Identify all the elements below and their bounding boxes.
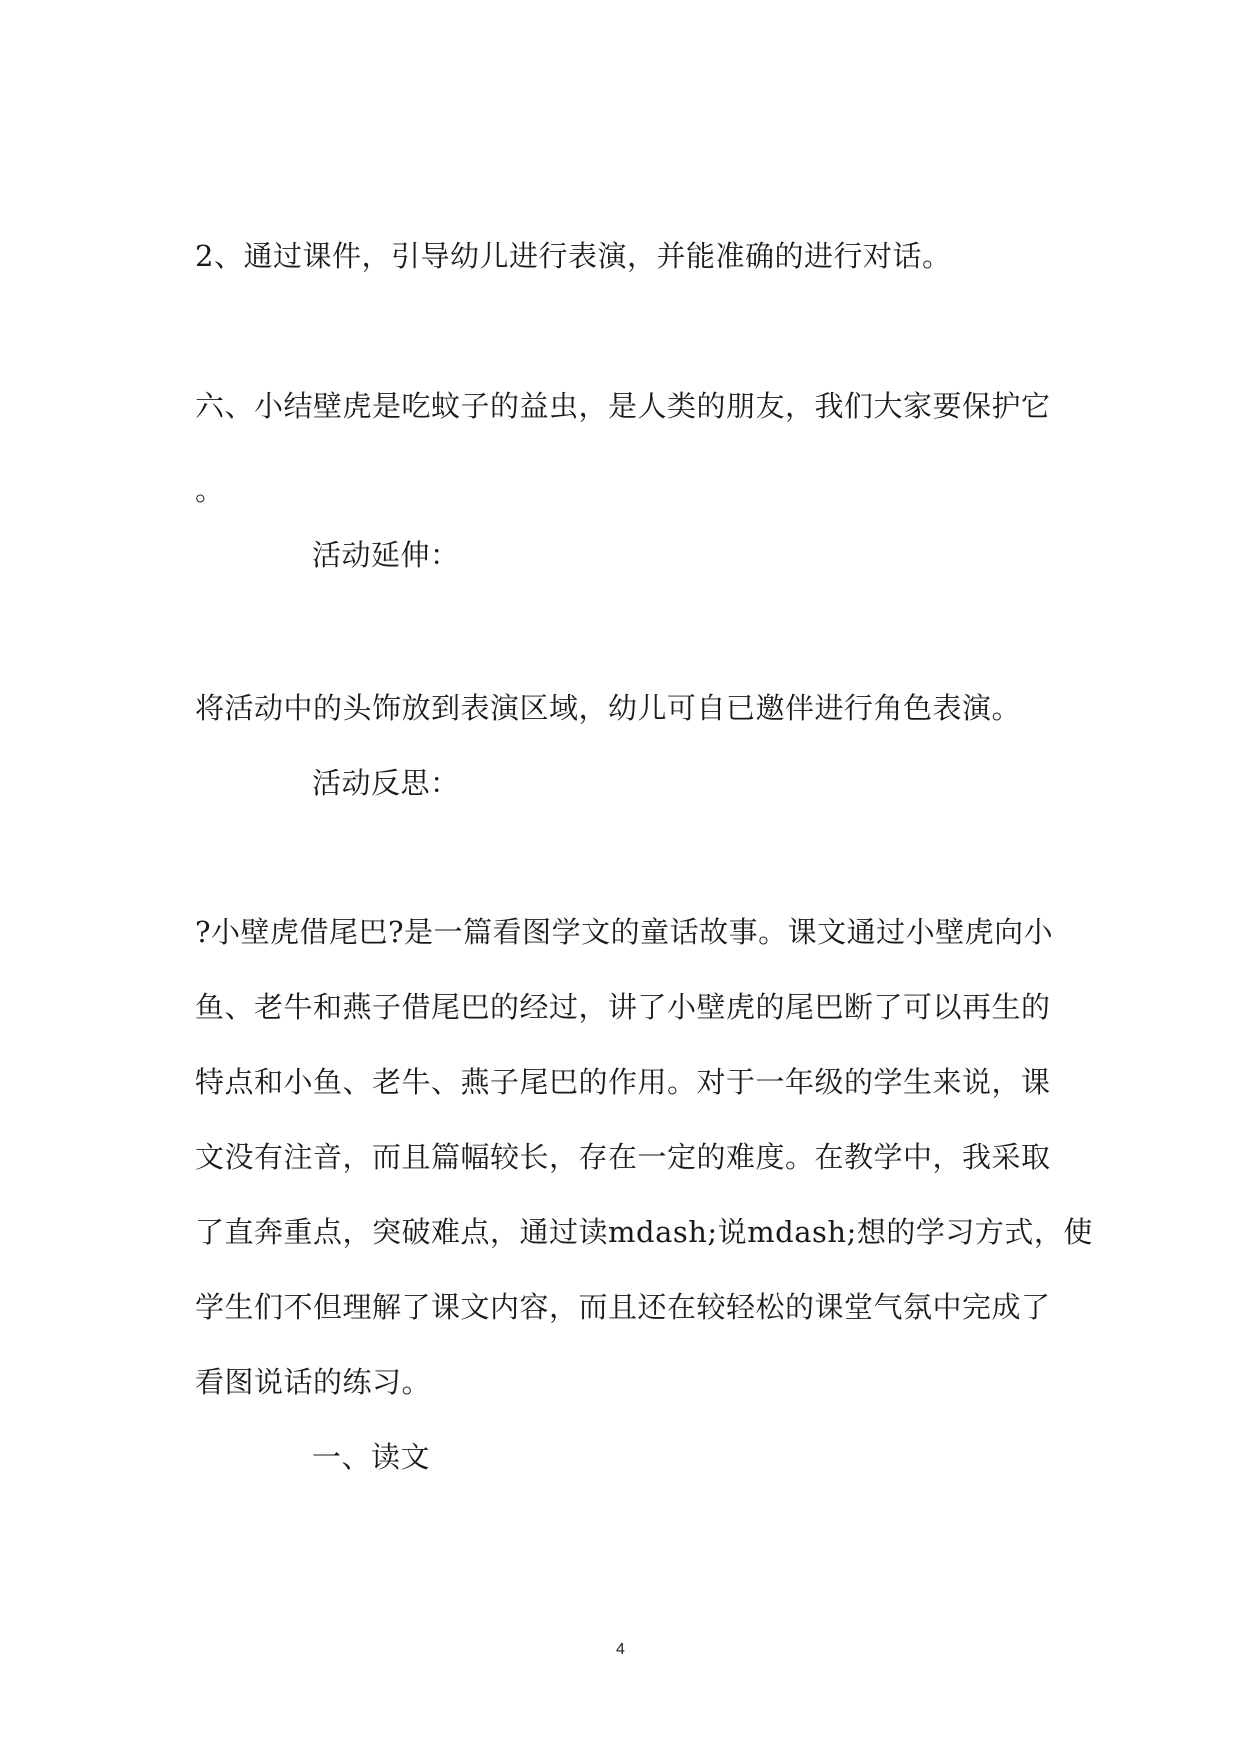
- paragraph-line: 2、通过课件，引导幼儿进行表演，并能准确的进行对话。: [195, 239, 952, 273]
- paragraph-line: 了直奔重点，突破难点，通过读mdash;说mdash;想的学习方式，使: [195, 1215, 1093, 1249]
- section-heading: 活动反思：: [312, 766, 460, 800]
- paragraph-line: 特点和小鱼、老牛、燕子尾巴的作用。对于一年级的学生来说，课: [195, 1065, 1051, 1099]
- paragraph-line: 文没有注音，而且篇幅较长，存在一定的难度。在教学中，我采取: [195, 1140, 1051, 1174]
- paragraph-line: 看图说话的练习。: [195, 1365, 432, 1399]
- paragraph-line: 鱼、老牛和燕子借尾巴的经过，讲了小壁虎的尾巴断了可以再生的: [195, 990, 1051, 1024]
- paragraph-line: 六、小结壁虎是吃蚊子的益虫，是人类的朋友，我们大家要保护它: [195, 389, 1051, 423]
- paragraph-line: 学生们不但理解了课文内容，而且还在较轻松的课堂气氛中完成了: [195, 1290, 1051, 1324]
- section-heading: 活动延伸：: [312, 538, 460, 572]
- paragraph-line: 。: [195, 473, 225, 507]
- paragraph-line: 将活动中的头饰放到表演区域，幼儿可自已邀伴进行角色表演。: [195, 691, 1022, 725]
- page-number: 4: [616, 1641, 625, 1658]
- section-heading: 一、读文: [312, 1440, 431, 1474]
- paragraph-line: ?小壁虎借尾巴?是一篇看图学文的童话故事。课文通过小壁虎向小: [195, 915, 1054, 949]
